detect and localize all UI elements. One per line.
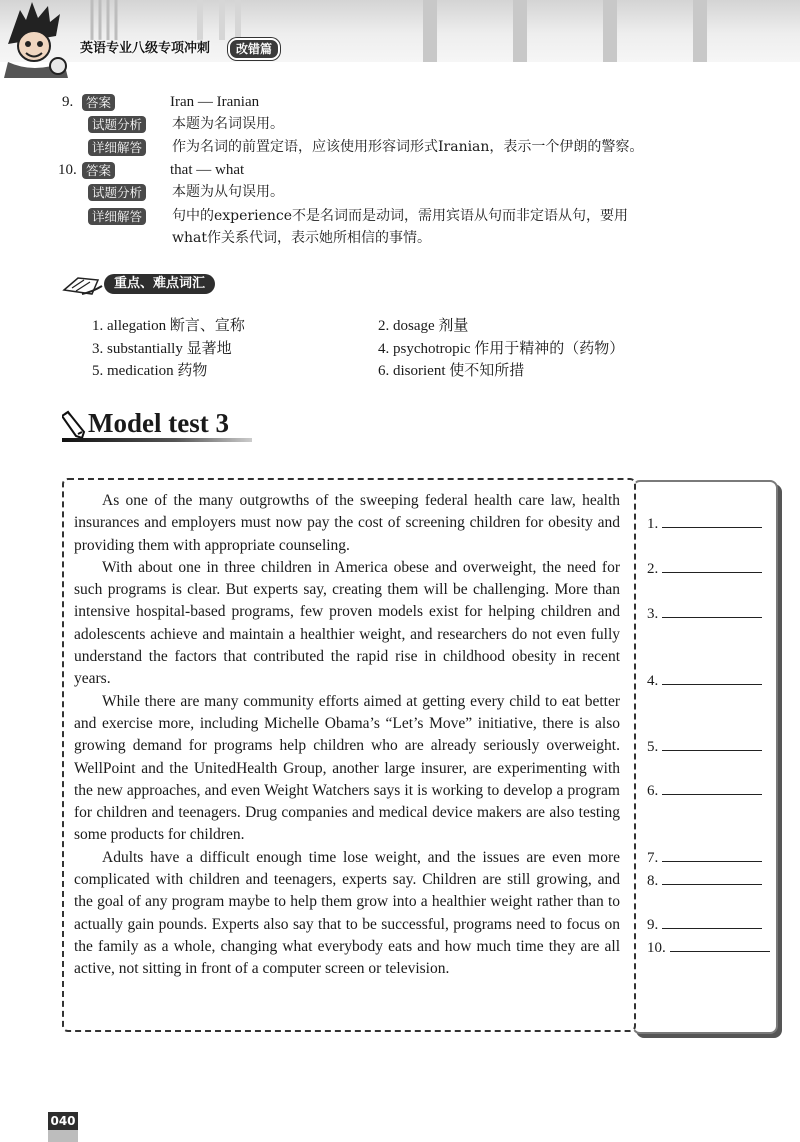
vocab-item-5: 5. medication 药物 [92, 363, 208, 379]
detail-tag: 详细解答 [88, 208, 146, 225]
passage-line: While there are many community efforts aimed at getting every child [102, 692, 541, 710]
passage-line: With about one in three children in America obese and overweight, [102, 558, 537, 576]
analysis-text: 本题为名词误用。 [172, 116, 284, 132]
passage-line: even more complicated with children and teenagers, experts say. Children [74, 848, 621, 889]
answer-blank[interactable] [647, 913, 762, 935]
detail-text: 作为名词的前置定语，应该使用形容词形式Iranian，表示一个伊朗的警察。 [172, 139, 644, 155]
detail-text: 句中的experience不是名词而是动词，需用宾语从句而非定语从句，要用 [172, 208, 629, 224]
blank-line [662, 779, 762, 795]
blank-line [662, 557, 762, 573]
passage-paragraph [74, 847, 620, 981]
passage-line: into a healthier weight rather than to actually gain pounds. Experts also [74, 893, 620, 933]
passage-line: initiative, there is also growing demand for programs help children who [74, 714, 620, 755]
blank-number: 6. [647, 783, 659, 799]
blank-line [662, 846, 762, 862]
page-number: 040 [48, 1112, 78, 1130]
pencil-icon [62, 410, 88, 440]
blank-number: 2. [647, 561, 659, 577]
page-header-title: 英语专业八级专项冲刺 [80, 41, 211, 56]
answer-number: 9. [62, 94, 74, 110]
blank-line [662, 512, 762, 528]
blank-number: 4. [647, 673, 659, 689]
blank-number: 8. [647, 873, 659, 889]
passage-line: the need for such programs is clear. But experts say, creating them will [74, 558, 620, 599]
answer-text: that — what [170, 162, 245, 178]
answer-blank[interactable] [647, 779, 762, 801]
page-header-badge: 改错篇 [228, 38, 280, 60]
passage-text [74, 490, 620, 981]
passage-line: As one of the many outgrowths of the sweeping federal health care [102, 492, 545, 509]
blank-number: 9. [647, 917, 659, 933]
vocab-heading: 重点、难点词汇 [104, 274, 215, 294]
answer-blank[interactable] [647, 735, 762, 757]
passage-line: to eat better and exercise more, including Michelle Obama’s “Let’s Move” [74, 692, 621, 732]
blank-line [662, 669, 762, 685]
passage-line: sitting in front of a computer screen or television. [142, 960, 450, 978]
passage-line: children for obesity and providing them with appropriate counseling. [74, 514, 621, 554]
passage-paragraph [74, 691, 620, 847]
answer-blank[interactable] [647, 669, 762, 691]
passage-line: are still growing, and the goal of any program maybe to help them grow [74, 871, 620, 911]
passage-line: Adults have a difficult enough time lose weight, and the issues are [102, 848, 546, 866]
passage-paragraph [74, 557, 620, 691]
page-footer-bar [48, 1128, 78, 1142]
passage-line: say that to be successful, programs need to focus on the family as a whole, [74, 915, 621, 955]
vocab-item-2: 2. dosage 剂量 [378, 318, 469, 334]
passage-line: that contributed the rapid rise in childhood obesity in recent years. [74, 648, 620, 688]
passage-line: law, health insurances and employers must now pay the cost of screening [74, 492, 621, 532]
answer-blank[interactable] [647, 557, 762, 579]
detail-text: what作关系代词，表示她所相信的事情。 [172, 230, 431, 246]
mascot-icon [2, 0, 78, 80]
passage-line: even Weight Watchers says it is working to develop a program for children [74, 781, 620, 822]
blank-number: 1. [647, 516, 659, 532]
analysis-text: 本题为从句误用。 [172, 184, 284, 200]
answer-tag: 答案 [82, 94, 115, 111]
vocab-item-6: 6. disorient 使不知所措 [378, 363, 525, 379]
blank-line [670, 936, 770, 952]
blank-number: 5. [647, 739, 659, 755]
blank-number: 7. [647, 850, 659, 866]
vocab-item-1: 1. allegation 断言、宣称 [92, 318, 245, 334]
answer-blank[interactable] [647, 512, 762, 534]
blank-number: 10. [647, 940, 666, 956]
passage-line: healthier weight, and researchers do not even fully understand the factors [74, 625, 621, 666]
answer-blank[interactable] [647, 602, 762, 624]
answer-text: Iran — Iranian [170, 94, 260, 110]
blank-line [662, 869, 762, 885]
passage-line: and teenagers. Drug companies and medical device makers are also testing [151, 804, 621, 822]
blank-line [662, 602, 762, 618]
passage-line: changing what everybody eats and how much time they are all active, not [74, 937, 621, 978]
answer-tag: 答案 [82, 162, 115, 179]
analysis-tag: 试题分析 [88, 116, 146, 133]
vocab-item-4: 4. psychotropic 作用于精神的（药物） [378, 341, 625, 357]
passage-line: be challenging. More than intensive hospital-based programs, few proven [74, 581, 620, 621]
detail-tag: 详细解答 [88, 139, 146, 156]
heading-underline [62, 438, 252, 442]
vocab-item-3: 3. substantially 显著地 [92, 341, 232, 357]
passage-line: are already seriously overweight. WellPoint and the UnitedHealth Group, [74, 737, 620, 777]
blank-line [662, 735, 762, 751]
analysis-tag: 试题分析 [88, 184, 146, 201]
blank-number: 3. [647, 606, 659, 622]
answer-blank[interactable] [647, 846, 762, 868]
passage-paragraph [74, 490, 620, 557]
answer-blank[interactable] [647, 936, 770, 958]
passage-line: models exist for helping children and adolescents achieve and maintain a [74, 603, 621, 643]
answer-blank[interactable] [647, 869, 762, 891]
blank-line [662, 913, 762, 929]
passage-line: some products for children. [74, 826, 245, 844]
answer-number: 10. [58, 162, 77, 178]
passage-line: another large insurer, are experimenting with the new approaches, and [74, 759, 621, 799]
model-test-3-heading: Model test 3 [88, 408, 229, 438]
